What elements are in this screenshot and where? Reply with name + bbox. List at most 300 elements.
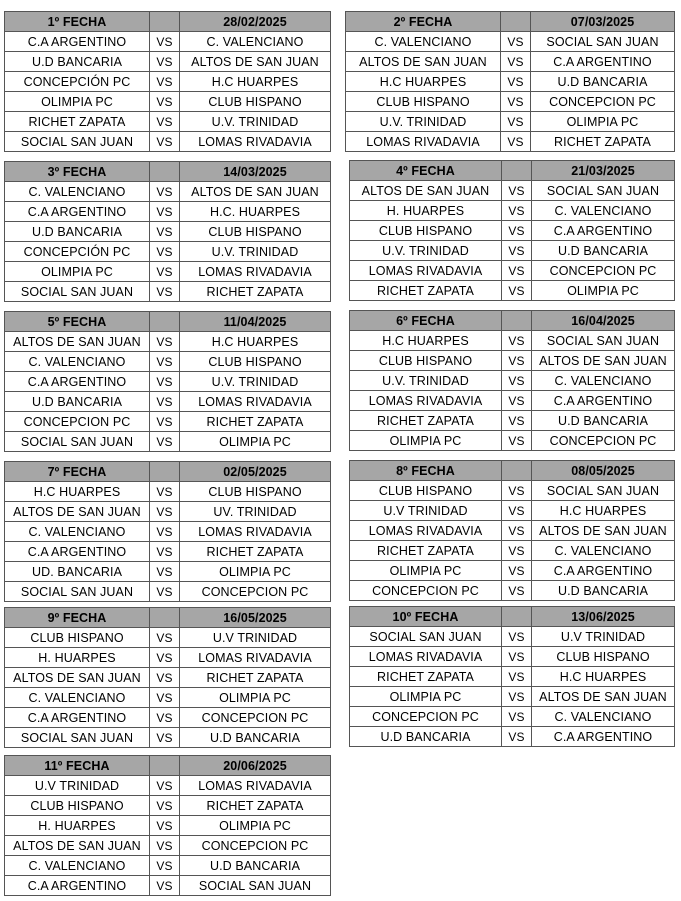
fixture-title: 9º FECHA [5,608,150,628]
away-team: C. VALENCIANO [532,371,675,391]
home-team: CONCEPCIÓN PC [5,242,150,262]
away-team: U.V. TRINIDAD [180,242,331,262]
home-team: C. VALENCIANO [5,688,150,708]
home-team: U.V. TRINIDAD [350,241,502,261]
away-team: C.A ARGENTINO [532,391,675,411]
vs-label: VS [502,561,532,581]
match-row [5,776,331,796]
vs-label: VS [502,667,532,687]
home-team: RICHET ZAPATA [5,112,150,132]
home-team: H. HUARPES [350,201,502,221]
away-team: RICHET ZAPATA [180,282,331,302]
fixture-title: 5º FECHA [5,312,150,332]
home-team: LOMAS RIVADAVIA [350,521,502,541]
vs-label: VS [502,707,532,727]
match-row [350,541,675,561]
vs-label: VS [150,92,180,112]
fixture-header-row [346,12,675,32]
vs-label: VS [150,52,180,72]
away-team: CONCEPCION PC [532,431,675,451]
home-team: U.D BANCARIA [350,727,502,747]
match-row [350,371,675,391]
match-row [5,112,331,132]
header-spacer [502,311,532,331]
header-spacer [150,462,180,482]
match-row [5,502,331,522]
match-row [350,667,675,687]
match-row [5,628,331,648]
vs-label: VS [150,242,180,262]
home-team: U.V TRINIDAD [5,776,150,796]
vs-label: VS [150,352,180,372]
away-team: U.D BANCARIA [532,241,675,261]
vs-label: VS [150,648,180,668]
away-team: ALTOS DE SAN JUAN [532,351,675,371]
away-team: U.V. TRINIDAD [180,372,331,392]
header-spacer [150,12,180,32]
match-row [350,181,675,201]
match-row [5,648,331,668]
home-team: OLIMPIA PC [5,92,150,112]
away-team: CONCEPCION PC [180,836,331,856]
home-team: U.D BANCARIA [5,52,150,72]
fixture-table [4,461,331,602]
fixture-date: 02/05/2025 [180,462,331,482]
vs-label: VS [150,582,180,602]
match-row [350,521,675,541]
home-team: CLUB HISPANO [346,92,501,112]
vs-label: VS [502,431,532,451]
away-team: OLIMPIA PC [532,281,675,301]
away-team: LOMAS RIVADAVIA [180,648,331,668]
match-row [5,52,331,72]
match-row [5,282,331,302]
home-team: OLIMPIA PC [350,687,502,707]
match-row [5,522,331,542]
vs-label: VS [150,282,180,302]
fixture-table [4,311,331,452]
match-row [350,261,675,281]
match-row [350,627,675,647]
vs-label: VS [150,542,180,562]
home-team: U.V TRINIDAD [350,501,502,521]
away-team: RICHET ZAPATA [531,132,675,152]
header-spacer [502,607,532,627]
fixture-table [4,755,331,896]
home-team: H. HUARPES [5,648,150,668]
match-row [350,561,675,581]
fixture-header-row [5,12,331,32]
home-team: C.A ARGENTINO [5,542,150,562]
match-row [5,856,331,876]
header-spacer [502,461,532,481]
match-row [350,687,675,707]
home-team: U.D BANCARIA [5,222,150,242]
vs-label: VS [150,876,180,896]
vs-label: VS [150,392,180,412]
away-team: H.C HUARPES [180,332,331,352]
fixture-date: 16/04/2025 [532,311,675,331]
away-team: UV. TRINIDAD [180,502,331,522]
match-row [350,411,675,431]
away-team: RICHET ZAPATA [180,412,331,432]
fixture-header-row [350,161,675,181]
home-team: SOCIAL SAN JUAN [5,432,150,452]
match-row [5,432,331,452]
match-row [346,72,675,92]
match-row [350,241,675,261]
fixture-title: 10º FECHA [350,607,502,627]
away-team: U.D BANCARIA [180,728,331,748]
home-team: C. VALENCIANO [5,856,150,876]
away-team: H.C HUARPES [532,667,675,687]
away-team: SOCIAL SAN JUAN [531,32,675,52]
vs-label: VS [502,687,532,707]
vs-label: VS [150,562,180,582]
vs-label: VS [150,332,180,352]
vs-label: VS [501,72,531,92]
vs-label: VS [150,482,180,502]
vs-label: VS [150,816,180,836]
home-team: C.A ARGENTINO [5,32,150,52]
away-team: ALTOS DE SAN JUAN [532,687,675,707]
vs-label: VS [502,281,532,301]
vs-label: VS [502,331,532,351]
match-row [346,32,675,52]
home-team: C.A ARGENTINO [5,202,150,222]
away-team: CONCEPCION PC [531,92,675,112]
away-team: SOCIAL SAN JUAN [532,331,675,351]
vs-label: VS [502,261,532,281]
match-row [5,372,331,392]
away-team: LOMAS RIVADAVIA [180,392,331,412]
match-row [350,391,675,411]
fixture-date: 13/06/2025 [532,607,675,627]
vs-label: VS [501,132,531,152]
vs-label: VS [150,262,180,282]
away-team: U.D BANCARIA [180,856,331,876]
match-row [350,281,675,301]
home-team: CLUB HISPANO [350,221,502,241]
vs-label: VS [502,581,532,601]
away-team: C. VALENCIANO [180,32,331,52]
home-team: ALTOS DE SAN JUAN [5,836,150,856]
away-team: SOCIAL SAN JUAN [532,181,675,201]
home-team: LOMAS RIVADAVIA [350,261,502,281]
away-team: U.D BANCARIA [532,411,675,431]
match-row [350,647,675,667]
fixture-header-row [350,461,675,481]
home-team: H.C HUARPES [5,482,150,502]
away-team: OLIMPIA PC [531,112,675,132]
home-team: CLUB HISPANO [350,351,502,371]
vs-label: VS [502,647,532,667]
away-team: U.V TRINIDAD [532,627,675,647]
away-team: ALTOS DE SAN JUAN [180,182,331,202]
away-team: LOMAS RIVADAVIA [180,262,331,282]
home-team: LOMAS RIVADAVIA [346,132,501,152]
match-row [5,32,331,52]
vs-label: VS [502,481,532,501]
home-team: CONCEPCION PC [350,581,502,601]
home-team: OLIMPIA PC [350,561,502,581]
home-team: CONCEPCION PC [5,412,150,432]
match-row [350,221,675,241]
home-team: CONCEPCION PC [350,707,502,727]
away-team: U.D BANCARIA [532,581,675,601]
home-team: CLUB HISPANO [350,481,502,501]
vs-label: VS [150,132,180,152]
away-team: LOMAS RIVADAVIA [180,776,331,796]
away-team: C.A ARGENTINO [532,221,675,241]
vs-label: VS [150,112,180,132]
vs-label: VS [502,521,532,541]
home-team: ALTOS DE SAN JUAN [346,52,501,72]
fixture-title: 4º FECHA [350,161,502,181]
vs-label: VS [150,522,180,542]
vs-label: VS [502,201,532,221]
home-team: OLIMPIA PC [5,262,150,282]
fixture-title: 7º FECHA [5,462,150,482]
vs-label: VS [150,502,180,522]
fixture-table [4,11,331,152]
fixture-title: 3º FECHA [5,162,150,182]
away-team: SOCIAL SAN JUAN [532,481,675,501]
fixture-table [349,606,675,747]
home-team: CLUB HISPANO [5,628,150,648]
vs-label: VS [150,182,180,202]
header-spacer [150,608,180,628]
match-row [5,668,331,688]
away-team: U.D BANCARIA [531,72,675,92]
match-row [5,482,331,502]
fixture-title: 11º FECHA [5,756,150,776]
match-row [5,182,331,202]
vs-label: VS [502,541,532,561]
match-row [5,728,331,748]
home-team: LOMAS RIVADAVIA [350,391,502,411]
away-team: CLUB HISPANO [180,482,331,502]
fixture-table [4,607,331,748]
away-team: OLIMPIA PC [180,562,331,582]
home-team: RICHET ZAPATA [350,281,502,301]
header-spacer [150,312,180,332]
home-team: C. VALENCIANO [5,182,150,202]
home-team: U.V. TRINIDAD [346,112,501,132]
fixture-date: 20/06/2025 [180,756,331,776]
home-team: H. HUARPES [5,816,150,836]
home-team: OLIMPIA PC [350,431,502,451]
vs-label: VS [501,52,531,72]
match-row [350,351,675,371]
home-team: SOCIAL SAN JUAN [350,627,502,647]
vs-label: VS [502,391,532,411]
home-team: ALTOS DE SAN JUAN [5,502,150,522]
fixture-date: 08/05/2025 [532,461,675,481]
vs-label: VS [150,796,180,816]
away-team: H.C HUARPES [180,72,331,92]
match-row [5,262,331,282]
match-row [5,92,331,112]
match-row [350,201,675,221]
away-team: CONCEPCION PC [180,708,331,728]
home-team: U.D BANCARIA [5,392,150,412]
fixture-title: 6º FECHA [350,311,502,331]
header-spacer [501,12,531,32]
home-team: ALTOS DE SAN JUAN [5,332,150,352]
home-team: SOCIAL SAN JUAN [5,728,150,748]
home-team: CLUB HISPANO [5,796,150,816]
away-team: CLUB HISPANO [532,647,675,667]
fixture-table [349,160,675,301]
home-team: CONCEPCIÓN PC [5,72,150,92]
header-spacer [150,162,180,182]
vs-label: VS [501,32,531,52]
vs-label: VS [150,432,180,452]
match-row [5,132,331,152]
away-team: RICHET ZAPATA [180,542,331,562]
match-row [346,132,675,152]
vs-label: VS [150,668,180,688]
vs-label: VS [501,92,531,112]
vs-label: VS [150,32,180,52]
home-team: SOCIAL SAN JUAN [5,282,150,302]
home-team: RICHET ZAPATA [350,541,502,561]
home-team: C. VALENCIANO [5,352,150,372]
match-row [5,222,331,242]
vs-label: VS [150,72,180,92]
away-team: LOMAS RIVADAVIA [180,132,331,152]
match-row [350,707,675,727]
fixture-date: 07/03/2025 [531,12,675,32]
match-row [5,816,331,836]
match-row [5,242,331,262]
home-team: LOMAS RIVADAVIA [350,647,502,667]
fixture-header-row [5,756,331,776]
vs-label: VS [502,411,532,431]
away-team: C. VALENCIANO [532,707,675,727]
match-row [5,542,331,562]
away-team: C.A ARGENTINO [532,727,675,747]
vs-label: VS [502,221,532,241]
vs-label: VS [150,728,180,748]
home-team: ALTOS DE SAN JUAN [350,181,502,201]
home-team: C.A ARGENTINO [5,372,150,392]
home-team: SOCIAL SAN JUAN [5,132,150,152]
away-team: U.V TRINIDAD [180,628,331,648]
header-spacer [150,756,180,776]
fixture-table [4,161,331,302]
away-team: C.A ARGENTINO [532,561,675,581]
away-team: U.V. TRINIDAD [180,112,331,132]
fixture-header-row [5,162,331,182]
match-row [5,352,331,372]
fixture-header-row [5,608,331,628]
fixture-date: 21/03/2025 [532,161,675,181]
vs-label: VS [501,112,531,132]
match-row [5,582,331,602]
match-row [346,52,675,72]
away-team: CONCEPCION PC [532,261,675,281]
match-row [5,876,331,896]
fixture-date: 14/03/2025 [180,162,331,182]
away-team: RICHET ZAPATA [180,796,331,816]
vs-label: VS [502,371,532,391]
vs-label: VS [150,372,180,392]
away-team: RICHET ZAPATA [180,668,331,688]
match-row [5,202,331,222]
vs-label: VS [150,412,180,432]
fixture-header-row [350,607,675,627]
away-team: C. VALENCIANO [532,201,675,221]
vs-label: VS [150,708,180,728]
vs-label: VS [150,222,180,242]
away-team: OLIMPIA PC [180,816,331,836]
match-row [5,708,331,728]
home-team: SOCIAL SAN JUAN [5,582,150,602]
fixture-title: 1º FECHA [5,12,150,32]
home-team: C. VALENCIANO [346,32,501,52]
vs-label: VS [150,688,180,708]
away-team: CONCEPCION PC [180,582,331,602]
header-spacer [502,161,532,181]
home-team: RICHET ZAPATA [350,667,502,687]
match-row [350,331,675,351]
match-row [5,796,331,816]
vs-label: VS [502,627,532,647]
vs-label: VS [150,202,180,222]
away-team: CLUB HISPANO [180,352,331,372]
fixture-date: 11/04/2025 [180,312,331,332]
home-team: C.A ARGENTINO [5,708,150,728]
away-team: C. VALENCIANO [532,541,675,561]
match-row [5,688,331,708]
match-row [350,431,675,451]
fixture-header-row [5,312,331,332]
home-team: H.C HUARPES [346,72,501,92]
away-team: C.A ARGENTINO [531,52,675,72]
vs-label: VS [502,727,532,747]
away-team: ALTOS DE SAN JUAN [532,521,675,541]
match-row [346,92,675,112]
home-team: RICHET ZAPATA [350,411,502,431]
away-team: H.C HUARPES [532,501,675,521]
home-team: H.C HUARPES [350,331,502,351]
match-row [5,332,331,352]
match-row [5,836,331,856]
fixture-table [345,11,675,152]
fixture-table [349,460,675,601]
match-row [5,72,331,92]
away-team: OLIMPIA PC [180,432,331,452]
vs-label: VS [502,351,532,371]
vs-label: VS [502,181,532,201]
vs-label: VS [502,241,532,261]
home-team: ALTOS DE SAN JUAN [5,668,150,688]
away-team: ALTOS DE SAN JUAN [180,52,331,72]
away-team: CLUB HISPANO [180,92,331,112]
fixture-date: 16/05/2025 [180,608,331,628]
home-team: U.V. TRINIDAD [350,371,502,391]
match-row [5,562,331,582]
away-team: LOMAS RIVADAVIA [180,522,331,542]
match-row [5,392,331,412]
fixture-title: 8º FECHA [350,461,502,481]
vs-label: VS [150,836,180,856]
match-row [350,727,675,747]
match-row [350,481,675,501]
vs-label: VS [150,776,180,796]
